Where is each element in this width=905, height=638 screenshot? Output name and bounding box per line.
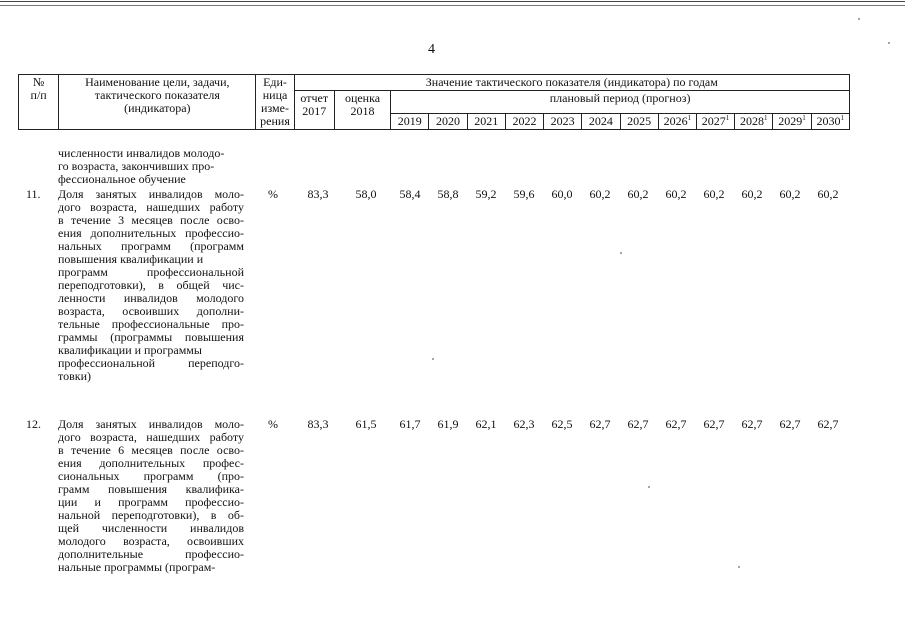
description-line: ения дополнительных профес- bbox=[58, 456, 244, 470]
description-line: возраста, освоивших дополни- bbox=[58, 304, 244, 318]
description-line: дополнительные профессио- bbox=[58, 547, 244, 561]
header-number-label: № bbox=[32, 75, 45, 89]
value-2021: 59,2 bbox=[475, 187, 497, 201]
header-year-2025: 2025 bbox=[620, 114, 658, 130]
header-year-2028: 2028$^1$ bbox=[735, 114, 773, 130]
value-2027: 60,2 bbox=[703, 187, 725, 201]
header-unit-label: Еди- bbox=[263, 75, 287, 89]
page-number: 4 bbox=[428, 42, 435, 57]
header-year-2029: 2029$^1$ bbox=[773, 114, 811, 130]
description-line: граммы (программы повышения bbox=[58, 330, 244, 344]
header-year-2022: 2022 bbox=[505, 114, 543, 130]
value-2025: 60,2 bbox=[627, 187, 649, 201]
value-2030: 60,2 bbox=[817, 187, 839, 201]
description-line: ленности инвалидов молодого bbox=[58, 291, 244, 305]
header-name-label: (индикатора) bbox=[124, 101, 191, 115]
value-2021: 62,1 bbox=[475, 417, 497, 431]
value-2023: 60,0 bbox=[551, 187, 573, 201]
header-year-2019: 2019 bbox=[391, 114, 429, 130]
description-line: в течение 3 месяцев после осво- bbox=[58, 213, 244, 227]
header-plan-title: плановый период (прогноз) bbox=[391, 91, 850, 114]
value-2020: 61,9 bbox=[437, 417, 459, 431]
row-number: 12. bbox=[26, 417, 41, 431]
carryover-line: го возраста, закончивших про- bbox=[58, 159, 215, 173]
description-line: щей численности инвалидов bbox=[58, 521, 244, 535]
scan-speck bbox=[858, 18, 860, 20]
header-number-label: п/п bbox=[30, 88, 47, 102]
carryover-line: фессиональное обучение bbox=[58, 172, 186, 186]
description-line: тельные профессиональные про- bbox=[58, 317, 244, 331]
value-2017: 83,3 bbox=[307, 187, 329, 201]
value-2022: 62,3 bbox=[513, 417, 535, 431]
description-line: молодого возраста, освоивших bbox=[58, 534, 244, 548]
value-2020: 58,8 bbox=[437, 187, 459, 201]
scan-speck bbox=[620, 252, 622, 254]
value-2027: 62,7 bbox=[703, 417, 725, 431]
row-number: 11. bbox=[26, 187, 41, 201]
value-2026: 60,2 bbox=[665, 187, 687, 201]
scan-speck bbox=[738, 566, 740, 568]
header-year-2027: 2027$^1$ bbox=[696, 114, 734, 130]
header-year-2030: 2030$^1$ bbox=[811, 114, 849, 130]
header-otsenka: оценка 2018 bbox=[334, 91, 390, 130]
header-unit-label: изме- bbox=[261, 101, 289, 115]
header-year-2023: 2023 bbox=[544, 114, 582, 130]
description-line: Доля занятых инвалидов моло- bbox=[58, 187, 244, 201]
description-line: дого возраста, нашедших работу bbox=[58, 200, 244, 214]
value-2019: 58,4 bbox=[399, 187, 421, 201]
header-group-title: Значение тактического показателя (индикатора) по годам bbox=[294, 75, 849, 91]
scan-speck bbox=[432, 358, 434, 360]
value-2018: 58,0 bbox=[355, 187, 377, 201]
description-line: программ профессиональной bbox=[58, 265, 244, 279]
value-2026: 62,7 bbox=[665, 417, 687, 431]
header-year-2026: 2026$^1$ bbox=[658, 114, 696, 130]
description-line: переподготовки), в общей чис- bbox=[58, 278, 244, 292]
header-unit-col bbox=[256, 75, 294, 130]
value-2029: 62,7 bbox=[779, 417, 801, 431]
description-line: ения дополнительных профессио- bbox=[58, 226, 244, 240]
header-name-label: Наименование цели, задачи, bbox=[85, 75, 230, 89]
header-name-col bbox=[59, 75, 256, 130]
value-2030: 62,7 bbox=[817, 417, 839, 431]
top-border-line-2 bbox=[0, 5, 905, 6]
top-border-line bbox=[0, 1, 905, 2]
header-name-label: тактического показателя bbox=[94, 88, 220, 102]
description-line: грамм повышения квалифика- bbox=[58, 482, 244, 496]
scan-speck bbox=[888, 42, 890, 44]
header-table bbox=[18, 74, 850, 130]
value-2017: 83,3 bbox=[307, 417, 329, 431]
header-otchet: отчет 2017 bbox=[294, 91, 334, 130]
description-line: профессиональной переподго- bbox=[58, 356, 244, 370]
value-2024: 62,7 bbox=[589, 417, 611, 431]
value-2023: 62,5 bbox=[551, 417, 573, 431]
header-number-col bbox=[19, 75, 59, 130]
header-unit-label: рения bbox=[260, 114, 290, 128]
description-line: ции и программ профессио- bbox=[58, 495, 244, 509]
description-line: дого возраста, нашедших работу bbox=[58, 430, 244, 444]
scan-speck bbox=[648, 486, 650, 488]
header-year-2020: 2020 bbox=[429, 114, 467, 130]
value-2024: 60,2 bbox=[589, 187, 611, 201]
value-2019: 61,7 bbox=[399, 417, 421, 431]
row-unit: % bbox=[268, 417, 278, 431]
row-description bbox=[58, 188, 244, 383]
carryover-line: численности инвалидов молодо- bbox=[58, 146, 225, 160]
description-line: в течение 6 месяцев после осво- bbox=[58, 443, 244, 457]
value-2022: 59,6 bbox=[513, 187, 535, 201]
header-unit-label: ница bbox=[262, 88, 288, 102]
header-year-2024: 2024 bbox=[582, 114, 620, 130]
description-line: товки) bbox=[58, 369, 91, 383]
description-line: Доля занятых инвалидов моло- bbox=[58, 417, 244, 431]
row-description bbox=[58, 418, 244, 574]
description-line: сиональных программ (про- bbox=[58, 469, 244, 483]
value-2018: 61,5 bbox=[355, 417, 377, 431]
header-year-2021: 2021 bbox=[467, 114, 505, 130]
value-2028: 60,2 bbox=[741, 187, 763, 201]
description-line: квалификации и программы bbox=[58, 343, 202, 357]
description-line: нальные программы (програм- bbox=[58, 560, 216, 574]
value-2029: 60,2 bbox=[779, 187, 801, 201]
description-line: нальных программ (программ bbox=[58, 239, 244, 253]
value-2025: 62,7 bbox=[627, 417, 649, 431]
row-unit: % bbox=[268, 187, 278, 201]
description-line: повышения квалификации и bbox=[58, 252, 204, 266]
value-2028: 62,7 bbox=[741, 417, 763, 431]
description-line: нальной переподготовки), в об- bbox=[58, 508, 244, 522]
